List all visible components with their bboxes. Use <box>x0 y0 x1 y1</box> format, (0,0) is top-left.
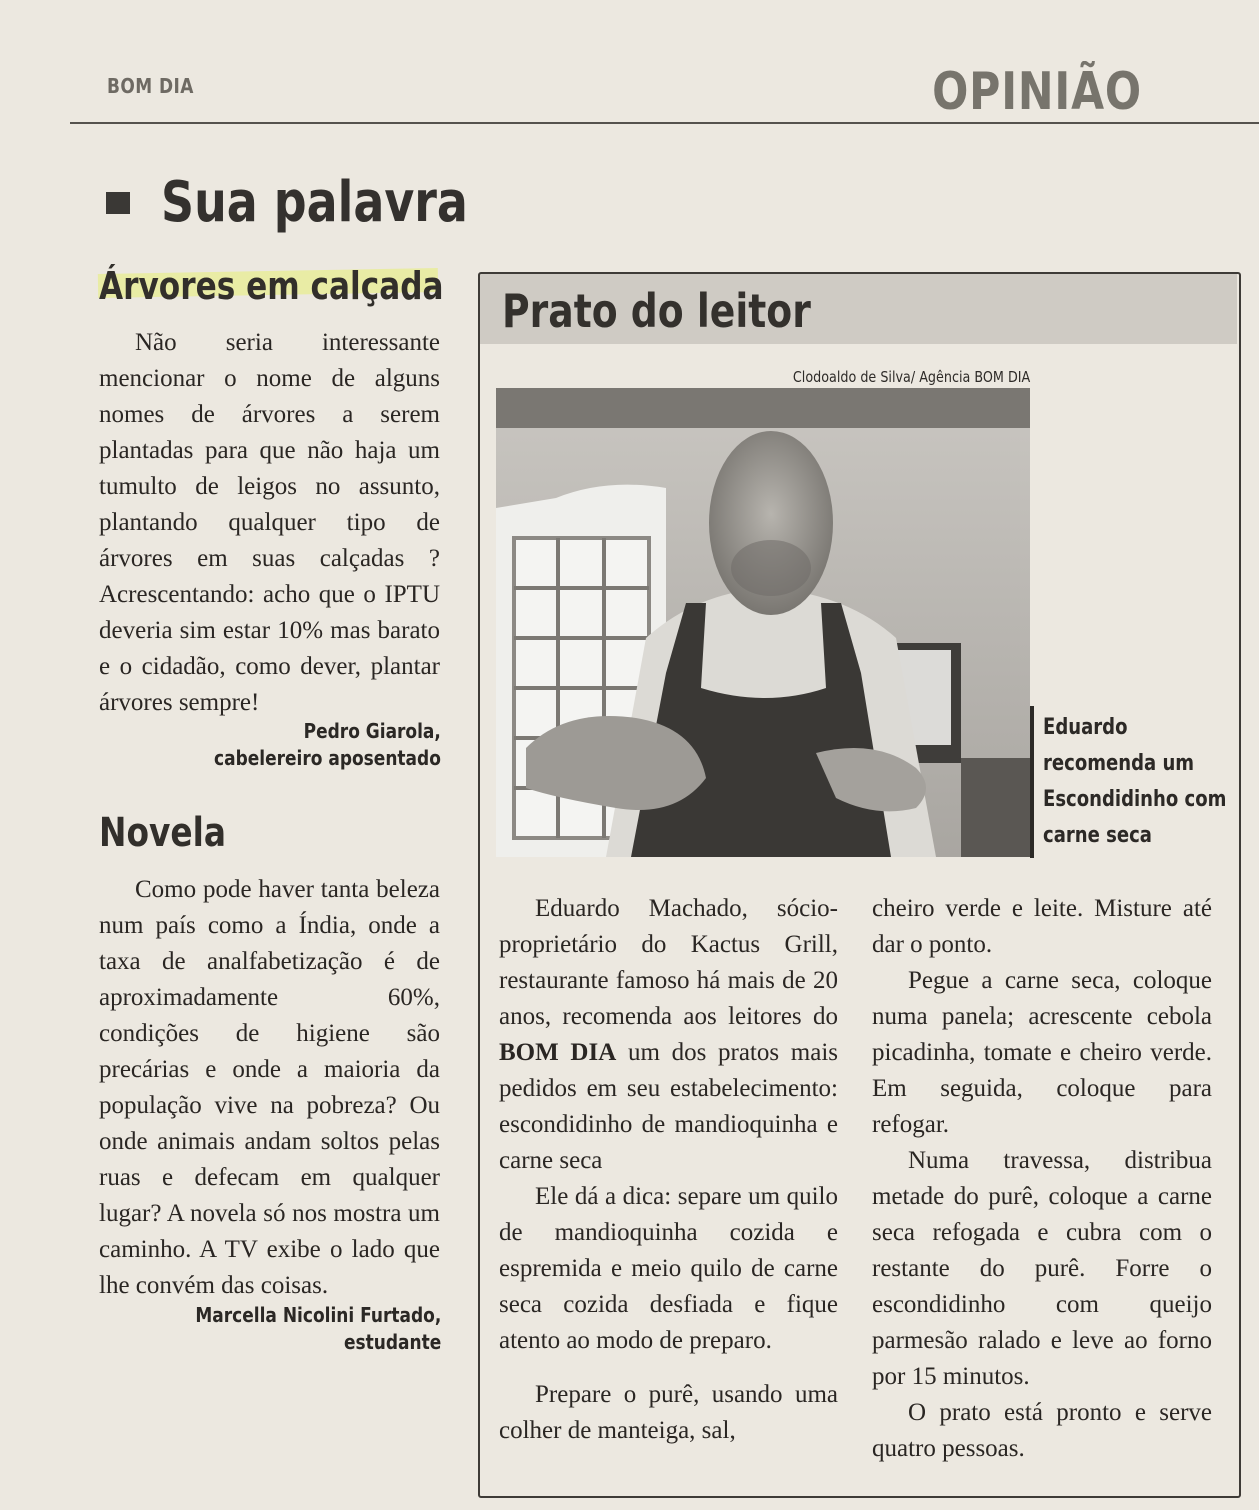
letter-2-author: Marcella Nicolini Furtado, <box>195 1303 441 1327</box>
photo-credit: Clodoaldo de Silva/ Agência BOM DIA <box>792 368 1030 386</box>
letter-1-body <box>99 325 440 721</box>
letter-2-body <box>99 872 440 1304</box>
letter-1-role: cabelereiro aposentado <box>214 746 441 770</box>
letter-1-signature <box>214 718 441 772</box>
letter-1-author: Pedro Giarola, <box>303 719 441 743</box>
chef-photo-illustration <box>496 388 1030 857</box>
letter-2-signature <box>195 1302 441 1356</box>
header-rule <box>70 122 1259 124</box>
letter-1-paragraph: Não seria interessante mencionar o nome de alguns nomes de árvores a serem plantadas para que não haja um tumulto de leigos no assunto, plantando qualquer tipo de árvores em suas calçadas ? Acrescentando: acho que o IPTU deveria sim estar 10% mas barato e o cidadão, como dever, plantar árvores sempre! <box>99 329 440 716</box>
feature-paragraph-1-start: Eduardo Machado, sócio-proprietário do Kactus Grill, restaurante famoso há mais de 20 anos, recomenda aos leitores do <box>499 895 838 1030</box>
section-bullet-icon <box>106 192 130 214</box>
feature-paragraph-3: Prepare o purê, usando uma colher de manteiga, sal, <box>499 1381 838 1444</box>
newspaper-name: BOM DIA <box>499 1039 617 1066</box>
feature-paragraph-1-end: um dos pratos mais pedidos em seu estabelecimento: escondidinho de mandioquinha e carne seca <box>499 1039 838 1174</box>
column-title: Sua palavra <box>161 170 468 235</box>
feature-paragraph-1 <box>499 891 838 1179</box>
feature-paragraph-4: cheiro verde e leite. Misture até dar o ponto. <box>872 895 1212 958</box>
feature-paragraph-6: Numa travessa, distribua metade do purê, coloque a carne seca refogada e cubra com o restante do purê. Forre o escondidinho com queijo parmesão ralado e leve ao forno por 15 minutos. <box>872 1147 1212 1390</box>
feature-title: Prato do leitor <box>502 284 811 338</box>
chef-photo <box>496 388 1030 857</box>
caption-bar <box>1030 706 1034 858</box>
feature-paragraph-5: Pegue a carne seca, coloque numa panela; acrescente cebola picadinha, tomate e cheiro verde. Em seguida, coloque para refogar. <box>872 967 1212 1138</box>
photo-caption: Eduardo recomenda um Escondidinho com carne seca <box>1043 715 1227 848</box>
header-section-label: BOM DIA <box>107 74 194 98</box>
letter-2-role: estudante <box>343 1330 441 1354</box>
feature-paragraph-2: Ele dá a dica: separe um quilo de mandioquinha cozida e espremida e meio quilo de carne seca cozida desfiada e fique atento ao modo de preparo. <box>499 1183 838 1354</box>
letter-2-paragraph: Como pode haver tanta beleza num país como a Índia, onde a taxa de analfabetização é de aproximadamente 60%, condições de higiene são precárias e onde a maioria da população vive na pobreza? Ou onde animais andam soltos pelas ruas e defecam em qualquer lugar? A novela só nos mostra um caminho. A TV exibe o lado que lhe convém das coisas. <box>99 876 440 1299</box>
feature-paragraph-7: O prato está pronto e serve quatro pessoas. <box>872 1399 1212 1462</box>
letter-2-headline: Novela <box>99 810 226 856</box>
feature-left-column <box>499 891 838 1449</box>
letter-1-headline: Árvores em calçada <box>99 264 444 308</box>
feature-right-column <box>872 891 1212 1467</box>
header-category-label: OPINIÃO <box>932 62 1142 122</box>
